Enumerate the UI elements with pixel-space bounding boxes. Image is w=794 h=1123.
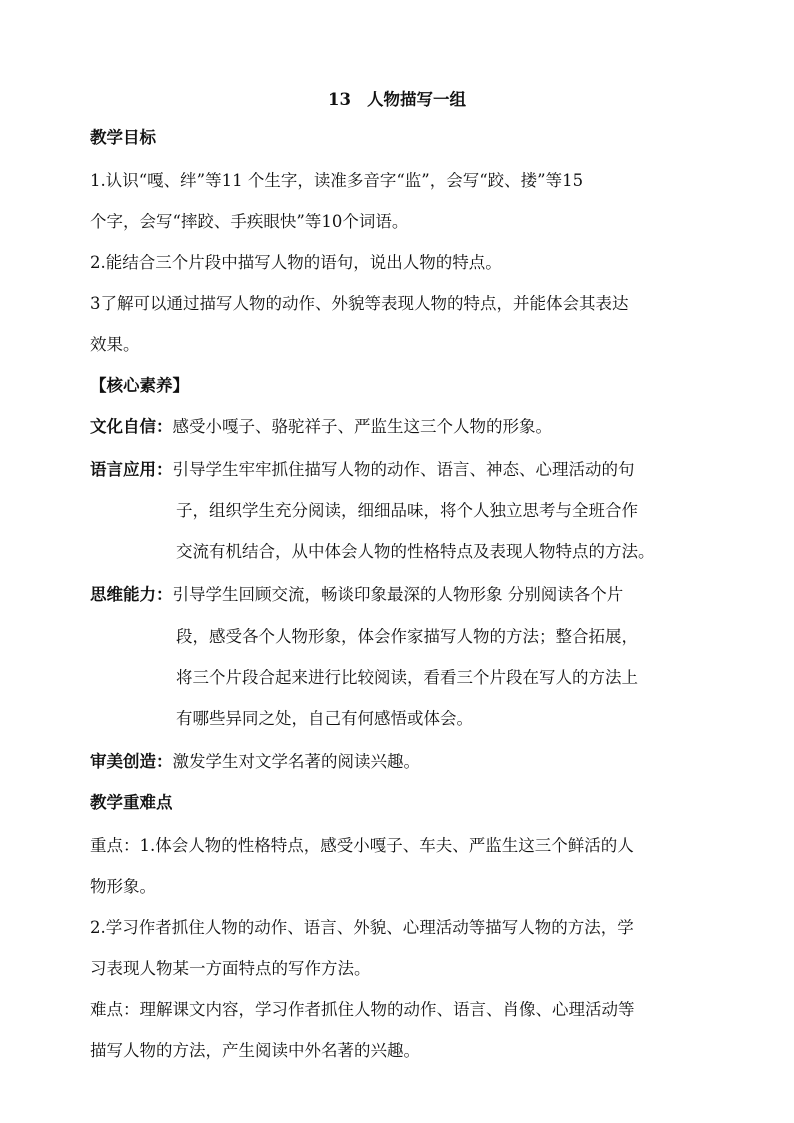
- lesson-number: 13: [328, 90, 351, 109]
- goal-1-line-1: 1.认识“嘎、绊”等11 个生字，读准多音字“监”，会写“跤、搂”等15: [90, 171, 584, 190]
- language-line-3: 交流有机结合，从中体会人物的性格特点及表现人物特点的方法。: [176, 542, 655, 561]
- key-1-line-2: 物形象。: [90, 877, 156, 896]
- thinking-line-3: 将三个片段合起来进行比较阅读，看看三个片段在写人的方法上: [176, 668, 638, 687]
- thinking-line-2: 段，感受各个人物形象，体会作家描写人物的方法；整合拓展，: [176, 627, 638, 646]
- thinking-paragraph: [90, 583, 710, 607]
- key-2-line-2: 习表现人物某一方面特点的写作方法。: [90, 959, 371, 978]
- aesthetic-label: 审美创造：: [90, 752, 173, 771]
- section-heading-core-literacy: 【核心素养】: [90, 376, 189, 395]
- language-line-1: 引导学生牢牢抓住描写人物的动作、语言、神态、心理活动的句: [172, 460, 635, 479]
- culture-label: 文化自信：: [90, 417, 173, 436]
- language-line-2: 子，组织学生充分阅读，细细品味，将个人独立思考与全班合作: [176, 501, 638, 520]
- key-1-line-1: 重点：1.体会人物的性格特点，感受小嘎子、车夫、严监生这三个鲜活的人: [90, 836, 634, 855]
- goal-3-line-2: 效果。: [90, 335, 140, 354]
- thinking-line-4: 有哪些异同之处，自己有何感悟或体会。: [176, 709, 473, 728]
- language-label: 语言应用：: [90, 460, 173, 479]
- goal-2: 2.能结合三个片段中描写人物的语句，说出人物的特点。: [90, 253, 502, 272]
- language-paragraph: [90, 458, 710, 482]
- thinking-label: 思维能力：: [90, 585, 173, 604]
- section-heading-goals: 教学目标: [90, 128, 156, 147]
- key-2-line-1: 2.学习作者抓住人物的动作、语言、外貌、心理活动等描写人物的方法，学: [90, 918, 634, 937]
- lesson-title-text: 人物描写一组: [366, 90, 466, 109]
- difficulty-line-2: 描写人物的方法，产生阅读中外名著的兴趣。: [90, 1041, 420, 1060]
- goal-1-line-2: 个字，会写“摔跤、手疾眼快”等10个词语。: [90, 212, 409, 231]
- section-heading-key-points: 教学重难点: [90, 793, 173, 812]
- aesthetic-text: 激发学生对文学名著的阅读兴趣。: [172, 752, 420, 771]
- aesthetic-paragraph: [90, 750, 710, 774]
- culture-text: 感受小嘎子、骆驼祥子、严监生这三个人物的形象。: [172, 417, 552, 436]
- thinking-line-1: 引导学生回顾交流，畅谈印象最深的人物形象 分别阅读各个片: [172, 585, 624, 604]
- goal-3-line-1: 3了解可以通过描写人物的动作、外貌等表现人物的特点，并能体会其表达: [90, 294, 629, 313]
- difficulty-line-1: 难点：理解课文内容，学习作者抓住人物的动作、语言、肖像、心理活动等: [90, 1000, 635, 1019]
- lesson-title: [0, 86, 794, 110]
- culture-paragraph: [90, 415, 710, 439]
